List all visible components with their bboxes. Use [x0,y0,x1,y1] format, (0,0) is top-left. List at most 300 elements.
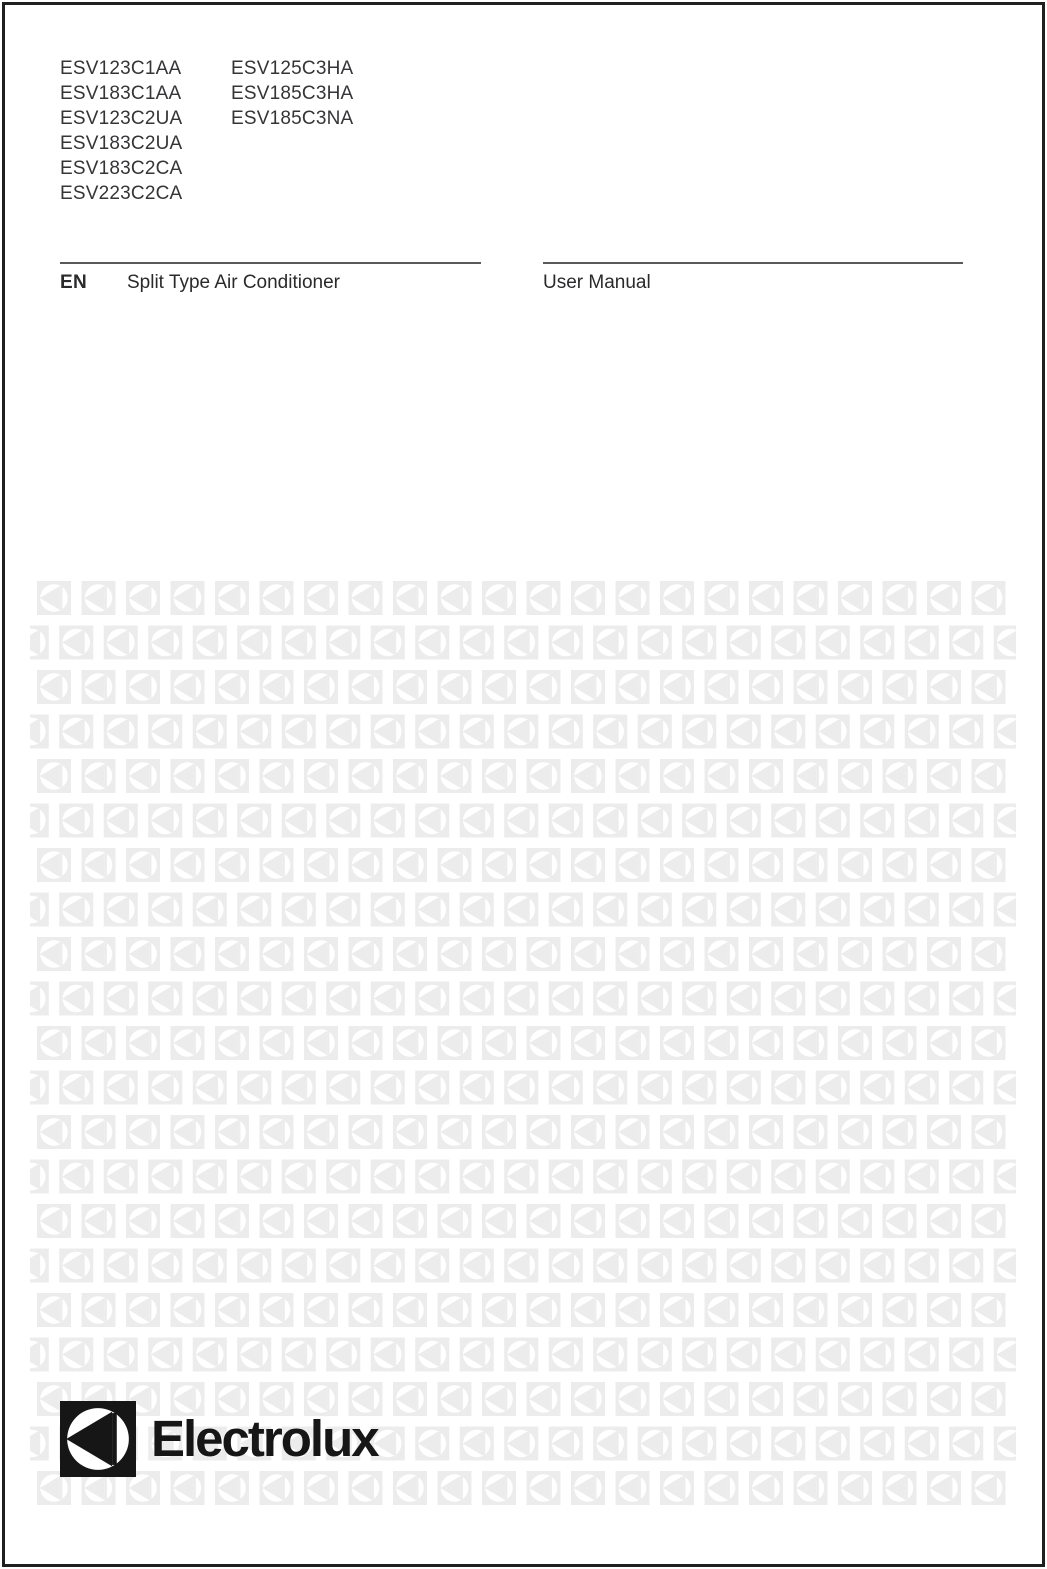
electrolux-symbol-tile [994,1160,1016,1194]
electrolux-symbol-tile [415,982,449,1016]
electrolux-symbol-tile [82,1293,116,1327]
electrolux-symbol-tile [883,937,917,971]
electrolux-symbol-tile [838,1115,872,1149]
electrolux-symbol-tile [371,626,405,660]
electrolux-symbol-tile [794,1204,828,1238]
electrolux-symbol-tile [749,937,783,971]
electrolux-symbol-tile [193,626,227,660]
electrolux-symbol-tile [771,626,805,660]
electrolux-symbol-tile [927,1293,961,1327]
electrolux-symbol-tile [393,1293,427,1327]
electrolux-symbol-tile [682,626,716,660]
electrolux-symbol-tile [571,848,605,882]
electrolux-symbol-tile [37,759,71,793]
electrolux-symbol-tile [282,626,316,660]
electrolux-symbol-tile [438,1293,472,1327]
electrolux-symbol-tile [126,937,160,971]
electrolux-symbol-tile [193,1160,227,1194]
electrolux-symbol-tile [104,626,138,660]
electrolux-symbol-tile [994,1071,1016,1105]
electrolux-symbol-tile [949,804,983,838]
electrolux-symbol-tile [927,937,961,971]
electrolux-symbol-tile [660,759,694,793]
electrolux-symbol-tile [282,1249,316,1283]
electrolux-symbol-tile [705,759,739,793]
electrolux-symbol-tile [193,1071,227,1105]
electrolux-symbol-tile [326,1249,360,1283]
electrolux-symbol-tile [705,1026,739,1060]
electrolux-symbol-tile [660,581,694,615]
electrolux-symbol-tile [460,1427,494,1461]
electrolux-symbol-tile [749,1382,783,1416]
electrolux-symbol-tile [927,1204,961,1238]
electrolux-symbol-tile [927,1382,961,1416]
electrolux-symbol-tile [171,1293,205,1327]
electrolux-symbol-tile [949,893,983,927]
electrolux-symbol-tile [82,1115,116,1149]
electrolux-symbol-tile [527,848,561,882]
electrolux-symbol-tile [638,1338,672,1372]
electrolux-symbol-tile [349,759,383,793]
electrolux-symbol-tile [59,982,93,1016]
electrolux-symbol-tile [30,893,49,927]
electrolux-symbol-tile [37,581,71,615]
electrolux-symbol-tile [816,1427,850,1461]
electrolux-symbol-tile [193,804,227,838]
electrolux-symbol-tile [838,670,872,704]
electrolux-symbol-tile [994,1427,1016,1461]
electrolux-symbol-tile [393,1026,427,1060]
electrolux-symbol-tile [616,1026,650,1060]
electrolux-symbol-tile [393,1204,427,1238]
electrolux-symbol-tile [37,1026,71,1060]
electrolux-symbol-tile [482,759,516,793]
electrolux-symbol-tile [37,1204,71,1238]
electrolux-symbol-tile [660,1115,694,1149]
electrolux-symbol-tile [326,715,360,749]
electrolux-symbol-tile [616,848,650,882]
electrolux-symbol-tile [972,759,1006,793]
electrolux-symbol-tile [571,1382,605,1416]
electrolux-symbol-tile [794,581,828,615]
electrolux-symbol-tile [82,848,116,882]
electrolux-symbol-tile [816,715,850,749]
electrolux-symbol-tile [593,1249,627,1283]
electrolux-symbol-tile [860,804,894,838]
electrolux-symbol-tile [883,1204,917,1238]
electrolux-symbol-tile [549,804,583,838]
electrolux-symbol-tile [883,1471,917,1505]
electrolux-symbol-tile [794,848,828,882]
electrolux-symbol-tile [237,1160,271,1194]
electrolux-symbol-tile [171,937,205,971]
electrolux-symbol-tile [304,1293,338,1327]
electrolux-symbol-tile [927,581,961,615]
electrolux-symbol-tile [616,1204,650,1238]
electrolux-symbol-tile [193,893,227,927]
electrolux-symbol-tile [37,848,71,882]
electrolux-symbol-tile [727,982,761,1016]
electrolux-symbol-tile [30,1427,49,1461]
electrolux-symbol-tile [816,1160,850,1194]
electrolux-symbol-tile [237,893,271,927]
electrolux-symbol-tile [616,1382,650,1416]
electrolux-symbol-tile [771,1071,805,1105]
electrolux-symbol-tile [794,1115,828,1149]
electrolux-symbol-tile [260,848,294,882]
electrolux-symbol-tile [126,1204,160,1238]
electrolux-symbol-tile [504,893,538,927]
electrolux-symbol-tile [994,804,1016,838]
electrolux-symbol-tile [771,715,805,749]
electrolux-symbol-tile [638,1071,672,1105]
electrolux-symbol-tile [682,982,716,1016]
electrolux-symbol-tile [682,1338,716,1372]
electrolux-symbol-tile [460,1160,494,1194]
electrolux-symbol-tile [215,1293,249,1327]
electrolux-symbol-tile [571,937,605,971]
electrolux-symbol-tile [860,715,894,749]
electrolux-symbol-tile [638,1249,672,1283]
electrolux-symbol-tile [905,626,939,660]
electrolux-symbol-tile [682,893,716,927]
electrolux-symbol-tile [571,1293,605,1327]
electrolux-symbol-tile [660,1471,694,1505]
electrolux-symbol-tile [816,1249,850,1283]
electrolux-symbol-tile [660,1293,694,1327]
electrolux-symbol-tile [415,1338,449,1372]
electrolux-symbol-tile [593,626,627,660]
electrolux-symbol-tile [482,1293,516,1327]
electrolux-symbol-tile [860,1071,894,1105]
model-number: ESV183C2UA [60,133,183,154]
electrolux-symbol-tile [215,1204,249,1238]
electrolux-symbol-tile [705,1382,739,1416]
electrolux-symbol-tile [438,848,472,882]
electrolux-symbol-tile [905,804,939,838]
electrolux-symbol-tile [972,581,1006,615]
electrolux-symbol-tile [30,1249,49,1283]
electrolux-symbol-tile [638,982,672,1016]
electrolux-symbol-tile [527,1471,561,1505]
electrolux-symbol-tile [860,1160,894,1194]
electrolux-symbol-tile [616,1471,650,1505]
electrolux-symbol-tile [905,982,939,1016]
electrolux-symbol-tile [860,982,894,1016]
electrolux-symbol-tile [482,1115,516,1149]
model-number: ESV123C2UA [60,108,183,129]
electrolux-symbol-tile [171,759,205,793]
electrolux-symbol-tile [860,1249,894,1283]
electrolux-symbol-tile [660,1204,694,1238]
model-number: ESV183C1AA [60,83,182,104]
electrolux-symbol-tile [527,937,561,971]
electrolux-symbol-tile [705,1204,739,1238]
electrolux-symbol-tile [771,1249,805,1283]
divider-right [543,262,963,264]
electrolux-symbol-tile [727,715,761,749]
electrolux-symbol-tile [171,1115,205,1149]
model-number: ESV185C3NA [231,108,354,129]
electrolux-symbol-tile [860,626,894,660]
electrolux-symbol-tile [438,581,472,615]
electrolux-symbol-tile [215,1026,249,1060]
electrolux-symbol-tile [794,937,828,971]
electrolux-symbol-tile [193,715,227,749]
electrolux-symbol-tile [260,759,294,793]
electrolux-symbol-tile [638,1427,672,1461]
electrolux-symbol-tile [371,893,405,927]
electrolux-symbol-tile [949,982,983,1016]
electrolux-symbol-tile [460,626,494,660]
electrolux-symbol-tile [616,1293,650,1327]
electrolux-symbol-tile [37,1115,71,1149]
electrolux-symbol-tile [527,1293,561,1327]
electrolux-symbol-tile [482,1471,516,1505]
electrolux-symbol-tile [282,893,316,927]
electrolux-symbol-tile [148,982,182,1016]
electrolux-symbol-tile [504,982,538,1016]
electrolux-symbol-tile [237,804,271,838]
electrolux-symbol-tile [349,1115,383,1149]
electrolux-symbol-tile [794,759,828,793]
electrolux-symbol-tile [660,848,694,882]
electrolux-symbol-tile [638,804,672,838]
electrolux-symbol-tile [749,1026,783,1060]
electrolux-symbol-tile [237,626,271,660]
electrolux-symbol-tile [393,848,427,882]
electrolux-symbol-tile [215,670,249,704]
electrolux-symbol-tile [749,1293,783,1327]
electrolux-symbol-tile [304,848,338,882]
electrolux-symbol-tile [104,893,138,927]
electrolux-symbol-tile [616,937,650,971]
electrolux-symbol-tile [460,804,494,838]
electrolux-symbol-tile [104,1338,138,1372]
electrolux-symbol-tile [415,1249,449,1283]
electrolux-symbol-tile [393,1382,427,1416]
electrolux-logo-icon [60,1401,136,1477]
electrolux-symbol-tile [771,804,805,838]
electrolux-symbol-tile [260,670,294,704]
electrolux-symbol-tile [482,1204,516,1238]
electrolux-symbol-tile [415,1427,449,1461]
electrolux-symbol-tile [571,670,605,704]
electrolux-symbol-tile [193,1338,227,1372]
electrolux-symbol-tile [30,1160,49,1194]
electrolux-symbol-tile [349,937,383,971]
electrolux-symbol-tile [126,848,160,882]
electrolux-symbol-tile [816,1071,850,1105]
electrolux-symbol-tile [237,1338,271,1372]
electrolux-symbol-tile [682,804,716,838]
electrolux-symbol-tile [504,1338,538,1372]
electrolux-symbol-tile [349,1204,383,1238]
electrolux-symbol-tile [727,1338,761,1372]
electrolux-symbol-tile [883,1382,917,1416]
electrolux-symbol-tile [749,1471,783,1505]
electrolux-symbol-tile [972,670,1006,704]
electrolux-symbol-tile [549,715,583,749]
electrolux-symbol-tile [82,670,116,704]
electrolux-symbol-tile [415,1071,449,1105]
electrolux-symbol-tile [638,893,672,927]
electrolux-symbol-tile [638,626,672,660]
electrolux-symbol-tile [705,1115,739,1149]
electrolux-symbol-tile [705,670,739,704]
electrolux-symbol-tile [148,1160,182,1194]
electrolux-symbol-tile [282,1338,316,1372]
electrolux-symbol-tile [927,670,961,704]
electrolux-symbol-tile [727,1249,761,1283]
electrolux-symbol-tile [349,848,383,882]
electrolux-symbol-tile [571,759,605,793]
electrolux-symbol-tile [593,1160,627,1194]
electrolux-symbol-tile [504,1427,538,1461]
electrolux-symbol-tile [282,1160,316,1194]
electrolux-symbol-tile [126,759,160,793]
electrolux-symbol-tile [59,1249,93,1283]
electrolux-symbol-tile [794,1471,828,1505]
electrolux-symbol-tile [860,1338,894,1372]
electrolux-symbol-tile [30,626,49,660]
electrolux-symbol-tile [593,804,627,838]
electrolux-symbol-tile [504,626,538,660]
product-title: Split Type Air Conditioner [127,272,340,293]
electrolux-symbol-tile [504,1160,538,1194]
electrolux-symbol-tile [30,804,49,838]
electrolux-symbol-tile [326,804,360,838]
electrolux-symbol-tile [549,982,583,1016]
electrolux-symbol-tile [237,982,271,1016]
electrolux-symbol-tile [883,1026,917,1060]
electrolux-symbol-tile [215,759,249,793]
electrolux-symbol-tile [349,1026,383,1060]
electrolux-symbol-tile [460,715,494,749]
electrolux-symbol-tile [37,937,71,971]
electrolux-symbol-tile [949,715,983,749]
electrolux-symbol-tile [393,670,427,704]
electrolux-symbol-tile [949,1160,983,1194]
electrolux-symbol-tile [82,759,116,793]
electrolux-symbol-tile [438,937,472,971]
electrolux-symbol-tile [972,1382,1006,1416]
electrolux-symbol-tile [482,937,516,971]
electrolux-symbol-tile [215,581,249,615]
electrolux-symbol-tile [972,1115,1006,1149]
electrolux-symbol-tile [304,670,338,704]
electrolux-symbol-tile [59,804,93,838]
electrolux-symbol-tile [415,804,449,838]
electrolux-symbol-tile [972,937,1006,971]
electrolux-symbol-tile [527,759,561,793]
electrolux-symbol-tile [616,759,650,793]
electrolux-watermark-pattern [30,581,1016,1508]
electrolux-symbol-tile [616,1115,650,1149]
electrolux-symbol-tile [905,1160,939,1194]
electrolux-symbol-tile [460,1071,494,1105]
electrolux-symbol-tile [349,1293,383,1327]
electrolux-symbol-tile [682,715,716,749]
electrolux-symbol-tile [838,848,872,882]
electrolux-symbol-tile [126,670,160,704]
electrolux-symbol-tile [237,1071,271,1105]
electrolux-symbol-tile [415,715,449,749]
electrolux-symbol-tile [838,1382,872,1416]
electrolux-symbol-tile [749,1204,783,1238]
electrolux-symbol-tile [438,1471,472,1505]
electrolux-symbol-tile [994,626,1016,660]
electrolux-symbol-tile [682,1071,716,1105]
electrolux-symbol-tile [393,1115,427,1149]
electrolux-symbol-tile [482,848,516,882]
electrolux-symbol-tile [838,1026,872,1060]
electrolux-symbol-tile [30,715,49,749]
electrolux-symbol-tile [727,893,761,927]
electrolux-symbol-tile [794,1026,828,1060]
electrolux-symbol-tile [638,1160,672,1194]
electrolux-symbol-tile [527,670,561,704]
electrolux-symbol-tile [549,1160,583,1194]
electrolux-symbol-tile [883,581,917,615]
model-number: ESV123C1AA [60,58,182,79]
electrolux-symbol-tile [638,715,672,749]
electrolux-symbol-tile [905,893,939,927]
electrolux-symbol-tile [593,1427,627,1461]
electrolux-symbol-tile [393,1471,427,1505]
electrolux-symbol-tile [260,1293,294,1327]
electrolux-symbol-tile [883,670,917,704]
electrolux-symbol-tile [616,581,650,615]
electrolux-symbol-tile [816,982,850,1016]
electrolux-symbol-tile [883,848,917,882]
electrolux-symbol-tile [705,1471,739,1505]
electrolux-symbol-tile [438,1204,472,1238]
electrolux-symbol-tile [326,1160,360,1194]
electrolux-symbol-tile [126,1026,160,1060]
electrolux-symbol-tile [326,1338,360,1372]
electrolux-symbol-tile [504,715,538,749]
electrolux-symbol-tile [571,1115,605,1149]
electrolux-symbol-tile [148,804,182,838]
electrolux-symbol-tile [282,982,316,1016]
electrolux-symbol-tile [438,1115,472,1149]
electrolux-symbol-tile [571,581,605,615]
electrolux-symbol-tile [504,1249,538,1283]
electrolux-symbol-tile [860,1427,894,1461]
electrolux-symbol-tile [994,715,1016,749]
electrolux-symbol-tile [282,1071,316,1105]
electrolux-symbol-tile [727,804,761,838]
electrolux-symbol-tile [148,1249,182,1283]
electrolux-symbol-tile [59,715,93,749]
electrolux-symbol-tile [905,715,939,749]
electrolux-symbol-tile [972,1293,1006,1327]
electrolux-symbol-tile [838,937,872,971]
electrolux-symbol-tile [326,1071,360,1105]
brand-wordmark: Electrolux [151,1410,378,1467]
electrolux-symbol-tile [304,937,338,971]
electrolux-symbol-tile [571,1471,605,1505]
electrolux-symbol-tile [972,1471,1006,1505]
electrolux-symbol-tile [82,1204,116,1238]
electrolux-symbol-tile [927,1026,961,1060]
electrolux-symbol-tile [771,1427,805,1461]
electrolux-symbol-tile [37,1293,71,1327]
electrolux-symbol-tile [126,1115,160,1149]
manual-label: User Manual [543,272,651,293]
electrolux-symbol-tile [304,1204,338,1238]
